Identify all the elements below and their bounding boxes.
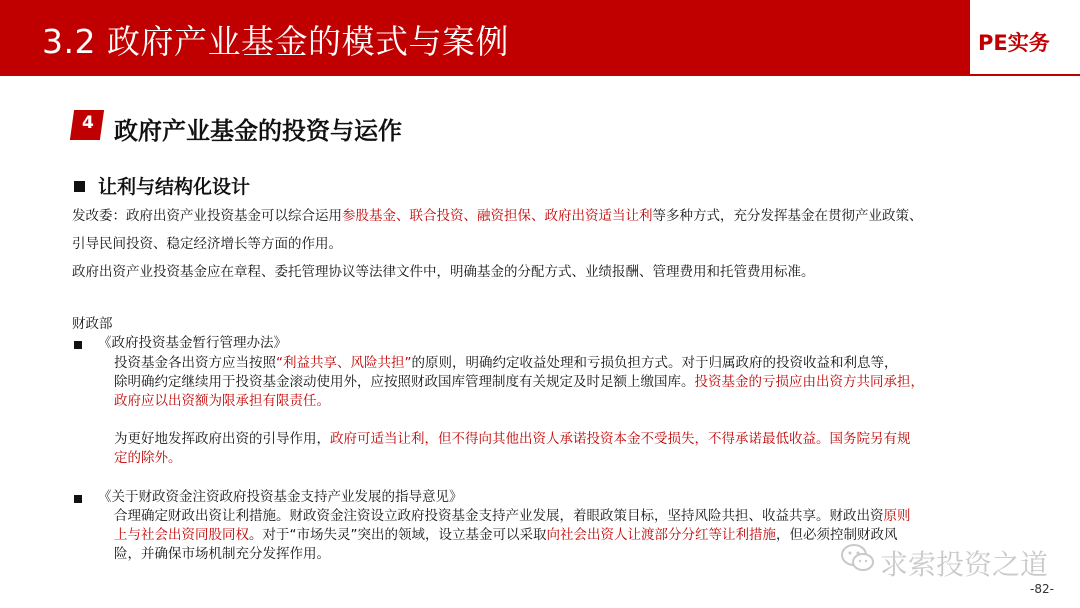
wechat-icon	[840, 543, 876, 573]
text-run: ，但必须控制财政风	[776, 527, 898, 543]
doc2-line-3: 险，并确保市场机制充分发挥作用。	[114, 546, 330, 562]
highlight-text: “利益共享、风险共担”	[276, 355, 412, 371]
highlight-text: 上与社会出资同股同权	[114, 527, 249, 543]
page-number: -82-	[1030, 582, 1054, 596]
text-run: 除明确约定继续用于投资基金滚动使用外，应按照财政国库管理制度有关规定及时足额上缴国库。	[114, 374, 695, 390]
section-title: 政府产业基金的投资与运作	[114, 117, 402, 145]
watermark-text: 求索投资之道	[880, 548, 1049, 581]
highlight-text: 参股基金、联合投资、融资担保、政府出资适当让利	[342, 208, 653, 224]
doc1-line-3: 政府应以出资额为限承担有限责任。	[114, 393, 330, 409]
text-run: 发改委：政府出资产业投资基金可以综合运用	[72, 208, 342, 224]
brand-label: PE实务	[978, 31, 1050, 55]
text-run: 的原则，明确约定收益处理和亏损负担方式。对于归属政府的投资收益和利息等，	[411, 355, 898, 371]
highlight-text: 向社会出资人让渡部分分红等让利措施	[546, 527, 776, 543]
doc1-line-5: 定的除外。	[114, 450, 182, 466]
ndrc-line-1	[72, 204, 923, 228]
doc1-line-4	[114, 427, 911, 451]
bullet-square-icon	[74, 181, 85, 192]
page-title: 3.2 政府产业基金的模式与案例	[42, 22, 509, 61]
ndrc-line-2: 引导民间投资、稳定经济增长等方面的作用。	[72, 236, 342, 252]
highlight-text: 原则	[883, 508, 911, 524]
text-run: 投资基金各出资方应当按照	[114, 355, 276, 371]
highlight-text: 投资基金的亏损应由出资方共同承担，	[694, 374, 924, 390]
subsection-title: 让利与结构化设计	[98, 176, 251, 198]
doc2-title: 《关于财政资金注资政府投资基金支持产业发展的指导意见》	[98, 489, 463, 505]
bullet-square-icon	[74, 341, 82, 349]
bullet-square-icon	[74, 495, 82, 503]
text-run: 为更好地发挥政府出资的引导作用，	[114, 431, 330, 447]
doc1-title: 《政府投资基金暂行管理办法》	[98, 335, 287, 351]
section-number: 4	[82, 113, 94, 133]
highlight-text: 政府可适当让利，但不得向其他出资人承诺投资本金不受损失，不得承诺最低收益。国务院另有规	[330, 431, 911, 447]
header-underline	[0, 74, 1080, 76]
text-run: 合理确定财政出资让利措施。财政资金注资设立政府投资基金支持产业发展，着眼政策目标，坚持风险共担、收益共享。财政出资	[114, 508, 884, 524]
ndrc-line-3: 政府出资产业投资基金应在章程、委托管理协议等法律文件中，明确基金的分配方式、业绩报酬、管理费用和托管费用标准。	[72, 264, 815, 280]
text-run: 。对于“市场失灵”突出的领域，设立基金可以采取	[249, 527, 547, 543]
mof-label: 财政部	[72, 316, 113, 332]
text-run: 等多种方式，充分发挥基金在贯彻产业政策、	[652, 208, 923, 224]
